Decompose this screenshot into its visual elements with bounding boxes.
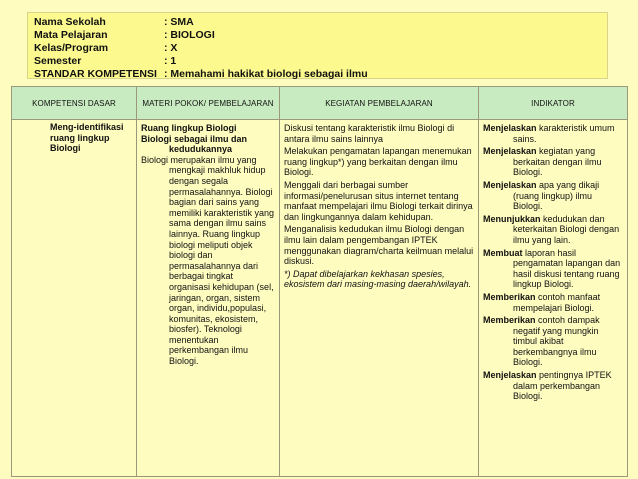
- indikator-item: [483, 370, 623, 402]
- column-header-indikator: INDIKATOR: [479, 87, 628, 120]
- header-value: : X: [164, 42, 178, 54]
- indikator-item: [483, 214, 623, 246]
- header-row-semester: [34, 55, 607, 68]
- kegiatan-item: Menggali dari berbagai sumber informasi/penelurusan situs internet tentang manfaat mempelajari ilmu Biologi terkait dirinya dan lingkungannya dalam kehidupan.: [284, 179, 473, 222]
- kegiatan-item: Diskusi tentang karakteristik ilmu Biologi di antara ilmu sains lainnya: [284, 123, 455, 144]
- indikator-item: [483, 292, 623, 313]
- indikator-verb: Memberikan: [483, 315, 536, 326]
- cell-kegiatan: [280, 120, 479, 477]
- kegiatan-item: Menganalisis kedudukan ilmu Biologi dengan ilmu lain dalam pengembangan IPTEK menggunakan diagram/charta keilmuan melalui diskusi.: [284, 224, 474, 267]
- header-value: : SMA: [164, 16, 194, 28]
- cell-kompetensi-dasar: Meng-identifikasi ruang lingkup Biologi: [12, 120, 137, 477]
- indikator-item: [483, 248, 623, 290]
- header-row-class: [34, 42, 607, 55]
- header-row-subject: [34, 29, 607, 42]
- column-header-materi: MATERI POKOK/ PEMBELAJARAN: [137, 87, 280, 120]
- header-value: : 1: [164, 55, 177, 67]
- indikator-verb: Menjelaskan: [483, 146, 537, 157]
- indikator-item: [483, 146, 623, 178]
- header-key: STANDAR KOMPETENSI: [34, 68, 157, 80]
- indikator-verb: Memberikan: [483, 291, 536, 302]
- header-key: Mata Pelajaran: [34, 29, 108, 41]
- indikator-item: [483, 315, 623, 368]
- indikator-text: apa yang dikaji (ruang lingkup) ilmu Biologi.: [513, 179, 600, 212]
- header-row-school: [34, 16, 607, 29]
- header-info-box: [27, 12, 608, 79]
- indikator-text: pentingnya IPTEK dalam perkembangan Biologi.: [513, 370, 612, 402]
- indikator-text: contoh dampak negatif yang mungkin timbul akibat berkembangnya ilmu Biologi.: [513, 315, 600, 368]
- materi-title-1: Ruang lingkup Biologi: [141, 123, 237, 133]
- indikator-verb: Menjelaskan: [483, 123, 537, 133]
- indikator-text: karakteristik umum sains.: [513, 123, 615, 144]
- kegiatan-note: *) Dapat dibelajarkan kekhasan spesies, ekosistem dari masing-masing daerah/wilayah.: [284, 268, 472, 290]
- indikator-verb: Menjelaskan: [483, 370, 537, 381]
- indikator-item: [483, 180, 623, 212]
- indikator-text: laporan hasil pengamatan lapangan dan hasil diskusi tentang ruang lingkup Biologi.: [513, 247, 621, 290]
- header-key: Semester: [34, 55, 82, 67]
- kegiatan-item: Melakukan pengamatan lapangan menemukan ruang lingkup*) yang berkaitan dengan ilmu Biologi.: [284, 146, 472, 178]
- indikator-verb: Menunjukkan: [483, 213, 541, 224]
- header-value: : BIOLOGI: [164, 29, 215, 41]
- materi-title-2: Biologi sebagai ilmu dan kedudukannya: [141, 133, 248, 155]
- syllabus-table: [11, 86, 628, 477]
- indikator-text: kedudukan dan keterkaitan Biologi dengan ilmu yang lain.: [513, 213, 620, 245]
- indikator-text: kegiatan yang berkaitan dengan ilmu Biologi.: [513, 146, 602, 178]
- cell-indikator: [479, 120, 628, 477]
- header-key: Nama Sekolah: [34, 16, 106, 28]
- cell-materi: [137, 120, 280, 477]
- materi-body: Biologi merupakan ilmu yang mengkaji makhluk hidup dengan segala permasalahannya. Biologi bagian dari sains yang memiliki karakteristik yang sama dengan ilmu sains lainnya. Ruang lingkup biologi meliputi objek biologi dan permasalahannya dari berbagai tingkat organisasi kehidupan (sel, jaringan, organ, sistem organ, individu,populasi, komunitas, ekosistem, biosfer). Teknologi menentukan perkembangan ilmu Biologi.: [141, 154, 275, 367]
- table-header-row: [12, 87, 628, 120]
- header-key: Kelas/Program: [34, 42, 109, 54]
- indikator-verb: Menjelaskan: [483, 179, 537, 190]
- indikator-item: [483, 123, 623, 144]
- column-header-kompetensi: KOMPETENSI DASAR: [12, 87, 137, 120]
- table-row: [12, 120, 628, 477]
- indikator-verb: Membuat: [483, 247, 523, 258]
- header-value: : Memahami hakikat biologi sebagai ilmu: [164, 68, 368, 80]
- header-row-standard: [34, 68, 607, 81]
- indikator-text: contoh manfaat mempelajari Biologi.: [513, 291, 601, 313]
- column-header-kegiatan: KEGIATAN PEMBELAJARAN: [280, 87, 479, 120]
